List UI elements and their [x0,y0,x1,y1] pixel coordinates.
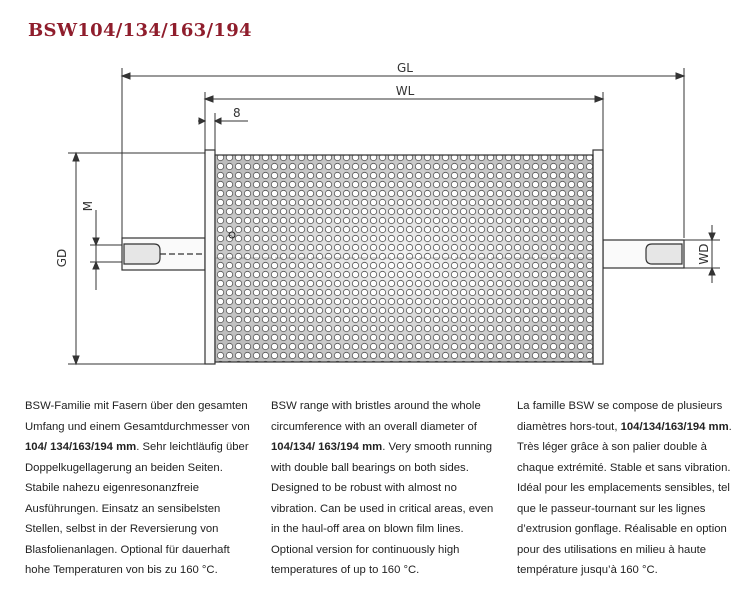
m-label: M [81,200,95,212]
right-end-cap [593,150,603,364]
description-en-diameters: 104/134/ 163/194 mm [271,441,383,453]
wd-label: WD [697,243,711,265]
description-fr-diameters: 104/134/163/194 mm [620,420,729,433]
left-end-cap [205,150,215,364]
wl-dimension [205,92,603,150]
description-de-part2: . Sehr leichtläufig über Doppelkugellagerung an beiden Seiten. Stabile nahezu eigenresonanzfreie Ausführungen. Einsatz an sensibelsten Stellen, selbst in der Reversierung von Blasfolienanlagen. Optional für dauerhaft hohe Temperaturen von bis zu 160 °C. [25,441,249,576]
right-shaft [603,240,684,268]
description-fr-part2: . Très léger grâce à son palier double à chaque extrémité. Stable et sans vibration. Idéal pour les emplacements sensibles, tel que le passeur-tournant sur les lignes d’extrusion gonflage. Réalisable en option pour des utilisations en milieu à haute température jusqu’à 160 °C. [517,420,732,576]
gd-label: GD [55,248,69,268]
description-en [271,396,499,581]
description-de [25,396,253,581]
description-en-part1: BSW range with bristles around the whole circumference with an overall diameter of [271,400,481,433]
description-en-part2: . Very smooth running with double ball bearings on both sides. Designed to be robust with almost no vibration. Can be used in critical areas, even in the haul-off area on blown film lines. Optional version for continuously high temperatures of up to 160 °C. [271,441,494,576]
technical-drawing [0,50,750,380]
wl-label: WL [395,84,415,98]
description-fr [517,396,745,581]
description-de-diameters: 104/ 134/163/194 mm [25,441,137,453]
left-shaft [122,238,205,270]
brush-roller [215,155,593,362]
gl-label: GL [397,61,413,75]
description-de-part1: BSW-Familie mit Fasern über den gesamten Umfang und einem Gesamtdurchmesser von [25,400,250,433]
end-cap-label: 8 [233,106,241,120]
page-title: BSW104/134/163/194 [28,20,252,41]
description-fr-part1: La famille BSW se compose de plusieurs diamètres hors-tout, [517,400,723,433]
m-dimension [90,210,124,290]
